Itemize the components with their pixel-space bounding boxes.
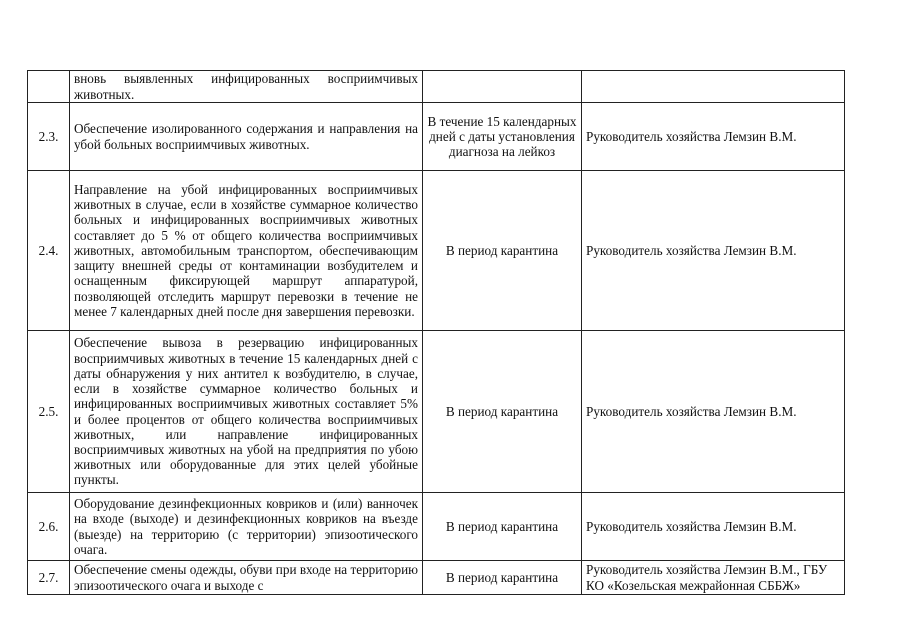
measure-description: Оборудование дезинфекционных ковриков и (или) ванночек на входе (выходе) и дезинфекционных ковриков на въезде (выезде) на территорию (с территории) эпизоотического очага. — [70, 493, 423, 561]
measure-responsible — [582, 71, 845, 103]
row-number: 2.5. — [28, 331, 70, 493]
table-row — [28, 171, 845, 331]
measure-term: В течение 15 календарных дней с даты установления диагноза на лейкоз — [423, 103, 582, 171]
measure-responsible: Руководитель хозяйства Лемзин В.М. — [582, 493, 845, 561]
row-number: 2.4. — [28, 171, 70, 331]
measure-term: В период карантина — [423, 493, 582, 561]
measure-term — [423, 71, 582, 103]
measure-responsible: Руководитель хозяйства Лемзин В.М., ГБУ КО «Козельская межрайонная СББЖ» — [582, 561, 845, 595]
row-number: 2.7. — [28, 561, 70, 595]
row-number: 2.6. — [28, 493, 70, 561]
table-row — [28, 103, 845, 171]
measure-description: Обеспечение вывоза в резервацию инфицированных восприимчивых животных в течение 15 календарных дней с даты обнаружения у них антител к возбудителю, в случае, если в хозяйстве суммарное количество больных и инфицированных восприимчивых животных составляет 5% и более процентов от общего количества восприимчивых животных, или направление инфицированных восприимчивых животных на убой на предприятия по убою животных или оборудованные для этих целей убойные пункты. — [70, 331, 423, 493]
measure-responsible: Руководитель хозяйства Лемзин В.М. — [582, 171, 845, 331]
measure-description: вновь выявленных инфицированных восприимчивых животных. — [70, 71, 423, 103]
measure-term: В период карантина — [423, 561, 582, 595]
measure-term: В период карантина — [423, 171, 582, 331]
table-row — [28, 71, 845, 103]
measure-term: В период карантина — [423, 331, 582, 493]
row-number: 2.3. — [28, 103, 70, 171]
row-number — [28, 71, 70, 103]
table-row — [28, 561, 845, 595]
measure-description: Направление на убой инфицированных восприимчивых животных в случае, если в хозяйстве суммарное количество больных и инфицированных восприимчивых животных составляет до 5 % от общего количества восприимчивых животных, автомобильным транспортом, обеспечивающим защиту внешней среды от контаминации возбудителем и оснащенным фиксирующей маршрут аппаратурой, позволяющей отследить маршрут перевозки в течение не менее 7 календарных дней после дня завершения перевозки. — [70, 171, 423, 331]
measure-responsible: Руководитель хозяйства Лемзин В.М. — [582, 331, 845, 493]
measure-description: Обеспечение изолированного содержания и направления на убой больных восприимчивых животных. — [70, 103, 423, 171]
table-row — [28, 331, 845, 493]
measure-responsible: Руководитель хозяйства Лемзин В.М. — [582, 103, 845, 171]
measures-table — [27, 70, 845, 595]
table-row — [28, 493, 845, 561]
measure-description: Обеспечение смены одежды, обуви при входе на территорию эпизоотического очага и выходе с — [70, 561, 423, 595]
